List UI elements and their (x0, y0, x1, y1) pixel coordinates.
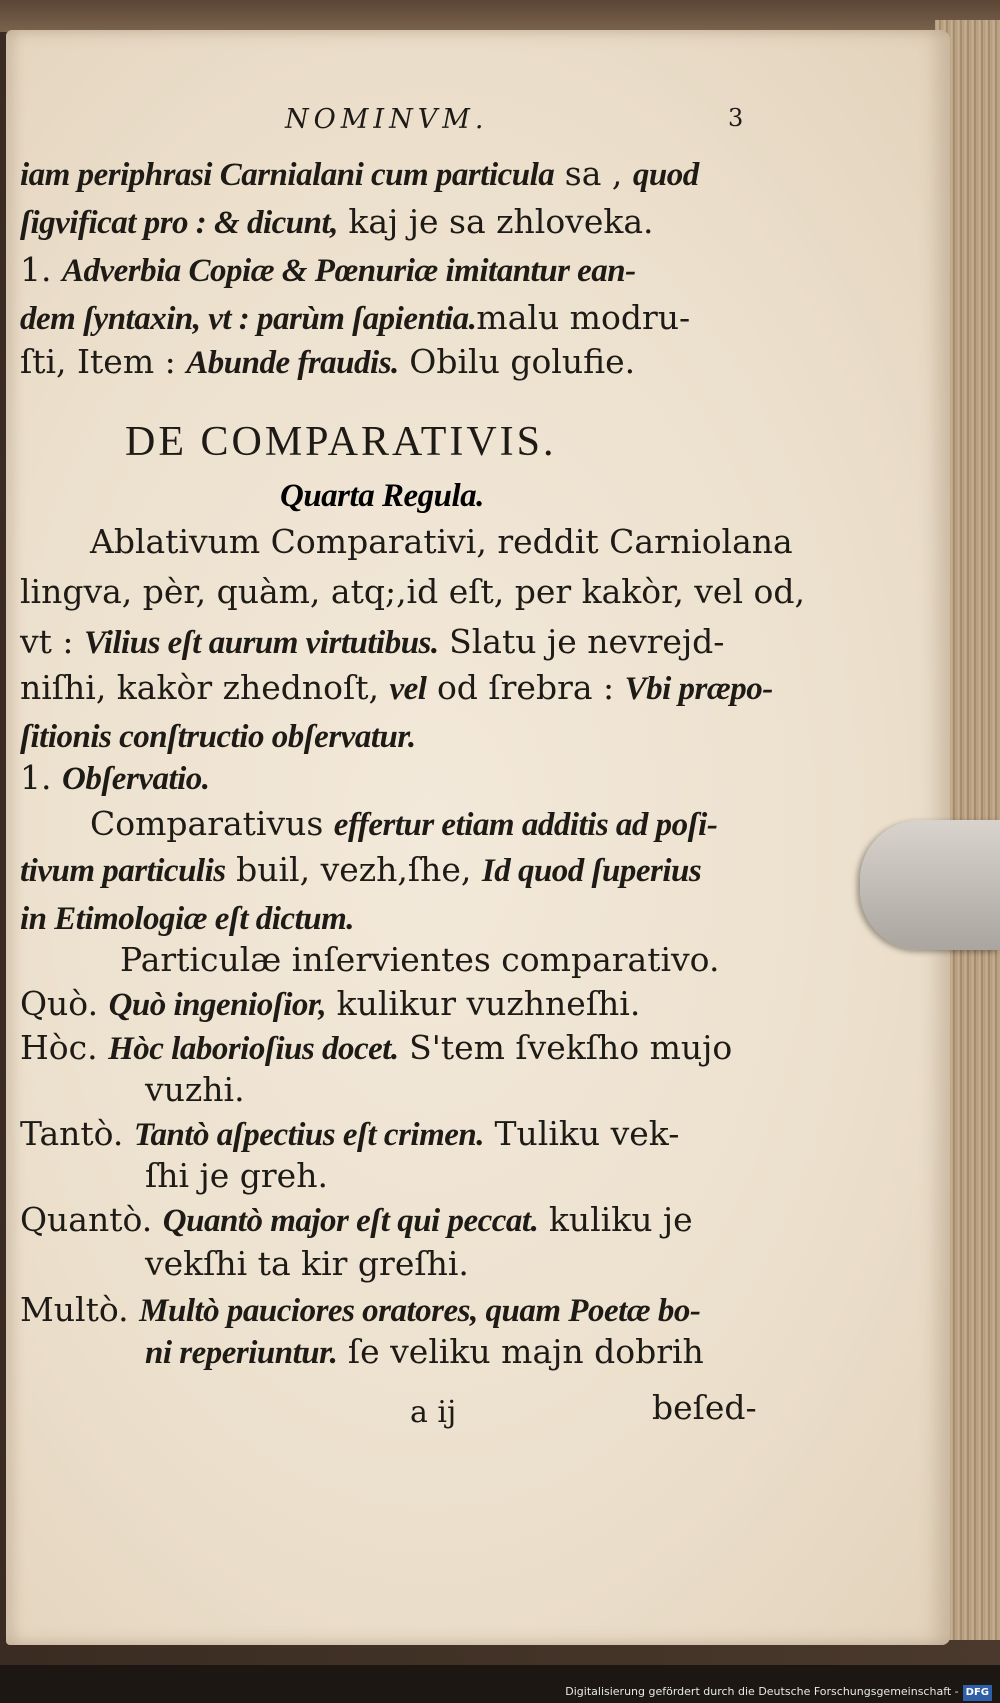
italic-latin-text: Vilius eſt aurum virtutibus. (84, 625, 439, 661)
roman-text: kulikur vuzhneſhi. (326, 984, 641, 1023)
italic-latin-text: ſigvificat pro : & dicunt, (20, 205, 338, 241)
italic-latin-text: tivum particulis (20, 853, 226, 889)
italic-latin-text: ni reperiuntur. (145, 1335, 338, 1371)
text-line (20, 758, 210, 798)
italic-latin-text: Quantò major eſt qui peccat. (162, 1203, 539, 1239)
credit-text: Digitalisierung gefördert durch die Deutsche Forschungsgemeinschaft - (565, 1685, 959, 1698)
catchword: beſed- (652, 1388, 757, 1427)
italic-latin-text: dem ſyntaxin, vt : parùm ſapientia. (20, 301, 477, 337)
clasp-strap (860, 820, 1000, 950)
italic-latin-text: in Etimologiæ eſt dictum. (20, 901, 355, 937)
text-line (20, 1290, 700, 1330)
roman-text: kaj je sa zhloveka. (337, 202, 654, 241)
page-number: 3 (728, 104, 744, 132)
italic-latin-text: Obſervatio. (61, 761, 210, 797)
roman-text: vuzhi. (145, 1070, 245, 1109)
italic-latin-text: Adverbia Copiæ & Pœnuriæ imitantur ean- (61, 253, 636, 289)
italic-latin-text: Id quod ſuperius (481, 853, 702, 889)
roman-text: Multò. (20, 1290, 140, 1329)
text-line (20, 850, 701, 890)
roman-text: ſe veliku majn dobrih (337, 1332, 704, 1371)
italic-latin-text: Hòc laborioſius docet. (108, 1031, 399, 1067)
text-line (20, 250, 636, 290)
roman-text: kuliku je (538, 1200, 693, 1239)
roman-text: Quò. (20, 984, 109, 1023)
text-line (20, 342, 635, 382)
roman-text: lingva, pèr, quàm, atq;,id eſt, per kakòr, vel od, (20, 572, 805, 611)
roman-text: vekſhi ta kir greſhi. (145, 1244, 469, 1283)
italic-latin-text: effertur etiam additis ad poſi- (333, 807, 718, 843)
italic-latin-text: quod (632, 157, 699, 193)
italic-latin-text: Tantò aſpectius eſt crimen. (133, 1117, 485, 1153)
rule-heading: Quarta Regula. (280, 478, 484, 514)
text-line (145, 1070, 245, 1110)
italic-latin-text: Vbi præpo- (624, 671, 773, 707)
section-heading: DE COMPARATIVIS. (125, 419, 557, 465)
roman-text: ſti, Item : (20, 342, 187, 381)
italic-latin-text: vel (389, 671, 427, 707)
roman-text: Ablativum Comparativi, reddit Carniolana (90, 522, 793, 561)
text-line (20, 154, 699, 194)
roman-text: od ſrebra : (426, 668, 625, 707)
running-title: NOMINVM. (285, 104, 489, 135)
roman-text: sa , (554, 154, 633, 193)
italic-latin-text: iam periphrasi Carnialani cum particula (20, 157, 555, 193)
roman-text: Comparativus (90, 804, 334, 843)
roman-text: Particulæ inſervientes comparativo. (120, 940, 720, 979)
text-line (20, 1114, 679, 1154)
text-line (20, 622, 724, 662)
roman-text: Tantò. (20, 1114, 134, 1153)
roman-text: Quantò. (20, 1200, 163, 1239)
text-line (90, 522, 793, 562)
roman-text: Hòc. (20, 1028, 109, 1067)
text-line (90, 804, 717, 844)
text-line (20, 202, 654, 242)
italic-latin-text: Multò pauciores oratores, quam Poetæ bo- (139, 1293, 701, 1329)
text-line (145, 1332, 704, 1372)
text-line (20, 298, 690, 338)
roman-text: Obilu golufie. (398, 342, 636, 381)
roman-text: 1. (20, 758, 62, 797)
text-line (20, 1200, 693, 1240)
roman-text: buil, vezh,ſhe, (225, 850, 482, 889)
text-line (20, 898, 354, 938)
roman-text: 1. (20, 250, 62, 289)
signature-mark: a ij (410, 1395, 457, 1430)
text-line (145, 1244, 469, 1284)
book-top-edge (0, 0, 1000, 32)
italic-latin-text: ſitionis conſtructio obſervatur. (20, 719, 416, 755)
dfg-logo: DFG (963, 1685, 992, 1701)
roman-text: Tuliku vek- (484, 1114, 680, 1153)
text-line (20, 1028, 732, 1068)
roman-text: niſhi, kakòr zhednoſt, (20, 668, 390, 707)
roman-text: S'tem ſvekſho mujo (398, 1028, 733, 1067)
digitization-credit (565, 1684, 992, 1700)
text-line (20, 716, 416, 756)
roman-text: ſhi je greh. (145, 1156, 328, 1195)
italic-latin-text: Quò ingenioſior, (108, 987, 327, 1023)
text-line (20, 984, 640, 1024)
text-line (20, 668, 773, 708)
roman-text: Slatu je nevrejd- (438, 622, 725, 661)
roman-text: vt : (20, 622, 85, 661)
italic-latin-text: Abunde fraudis. (186, 345, 399, 381)
roman-text: malu modru- (476, 298, 691, 337)
text-line (145, 1156, 328, 1196)
text-line (20, 572, 805, 612)
text-line (120, 940, 719, 980)
